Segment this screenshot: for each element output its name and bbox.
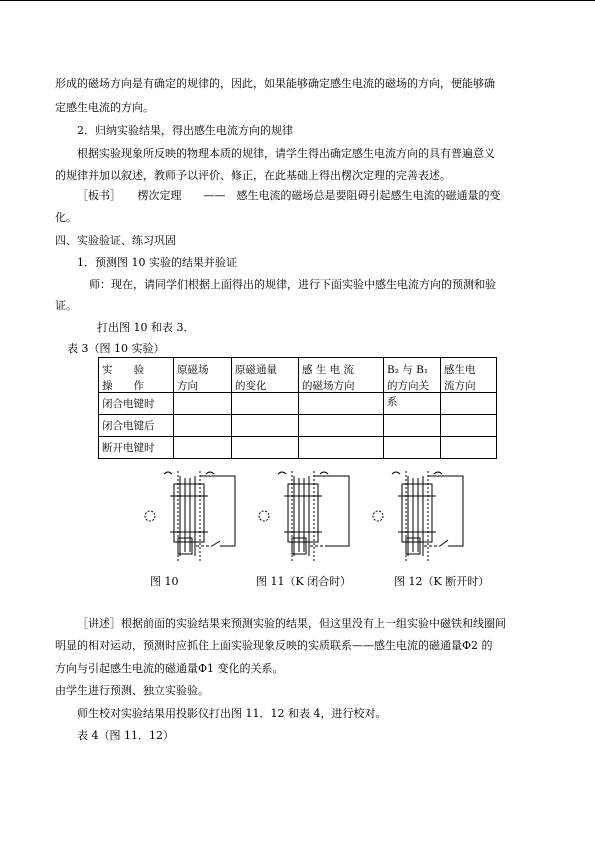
table-row (99, 437, 497, 459)
section-heading: 四、实验验证、练习巩固 (55, 234, 176, 247)
table-header-cell: 感生电 流方向 (441, 358, 497, 393)
table-cell (441, 437, 497, 459)
body-text-line: 师：现在，请同学们根据上面得出的规律，进行下面实验中感生电流方向的预测和验 (89, 278, 496, 291)
body-text-line: 形成的磁场方向是有确定的规律的，因此，如果能够确定感生电流的磁场的方向，便能够确 (55, 77, 495, 90)
table-caption: 表 4（图 11．12） (77, 729, 174, 742)
table-cell (299, 393, 384, 415)
table-cell: 闭合电键后 (99, 415, 174, 437)
section-heading: 2．归纳实验结果，得出感生电流方向的规律 (77, 124, 293, 137)
table-cell (299, 415, 384, 437)
body-text-line: 的规律并加以叙述，教师予以评价、修正，在此基础上得出楞次定理的完善表述。 (55, 169, 451, 182)
table-cell (299, 437, 384, 459)
table-caption: 表 3（图 10 实验） (67, 342, 165, 355)
table-cell: 闭合电键时 (99, 393, 174, 415)
body-text-line: 根据实验现象所反映的物理本质的规律，请学生得出确定感生电流方向的具有普遍意义 (77, 147, 495, 160)
table-cell (174, 437, 232, 459)
body-text-line: 定感生电流的方向。 (55, 101, 154, 114)
table-header-cell: B₂ 与 B₁ 的方向关系 (384, 358, 441, 393)
table-cell (441, 393, 497, 415)
figure-10-diagram (145, 471, 235, 561)
circuit-figures (140, 466, 500, 566)
figure-11-caption: 图 11（K 闭合时） (256, 575, 352, 588)
body-text-line: 由学生进行预测、独立实验验。 (55, 684, 209, 697)
table-cell (174, 415, 232, 437)
figure-12-caption: 图 12（K 断开时） (394, 575, 490, 588)
table-cell (441, 415, 497, 437)
subsection-heading: 1．预测图 10 实验的结果并验证 (77, 256, 237, 269)
table-row (99, 393, 497, 415)
body-text-line: 师生校对实验结果用投影仪打出图 11．12 和表 4，进行校对。 (77, 707, 387, 720)
body-text-line: 证。 (55, 299, 77, 312)
body-text-line: 化。 (55, 211, 77, 224)
table-cell (174, 393, 232, 415)
body-text-line: 明显的相对运动，预测时应抓住上面实验现象反映的实质联系——感生电流的磁通量Φ2 的 (55, 639, 493, 652)
table-cell (232, 437, 299, 459)
table-cell (232, 393, 299, 415)
table-header-row (99, 358, 497, 393)
table-row (99, 415, 497, 437)
table-header-cell: 原磁通量 的变化 (232, 358, 299, 393)
figure-10-caption: 图 10 (150, 575, 179, 588)
table-cell: 断开电键时 (99, 437, 174, 459)
table-cell (384, 437, 441, 459)
table-cell (232, 415, 299, 437)
table-header-cell: 实 验 操 作 (99, 358, 174, 393)
table-header-cell: 感 生 电 流 的磁场方向 (299, 358, 384, 393)
table-cell (384, 415, 441, 437)
figure-11-diagram (259, 471, 349, 561)
body-text-line: 打出图 10 和表 3． (97, 321, 195, 334)
figure-12-diagram (373, 471, 463, 561)
blackboard-note: ［板书］ 楞次定理 —— 感生电流的磁场总是要阻碍引起感生电流的磁通量的变 (77, 189, 501, 202)
table-header-cell: 原磁场 方向 (174, 358, 232, 393)
body-text-line: 方向与引起感生电流的磁通量Φ1 变化的关系。 (55, 662, 284, 675)
page-top-rule (0, 0, 595, 1)
lecture-note: ［讲述］根据前面的实验结果来预测实验的结果，但这里没有上一组实验中磁铁和线圈间 (77, 617, 506, 630)
experiment-table-3 (98, 357, 497, 459)
